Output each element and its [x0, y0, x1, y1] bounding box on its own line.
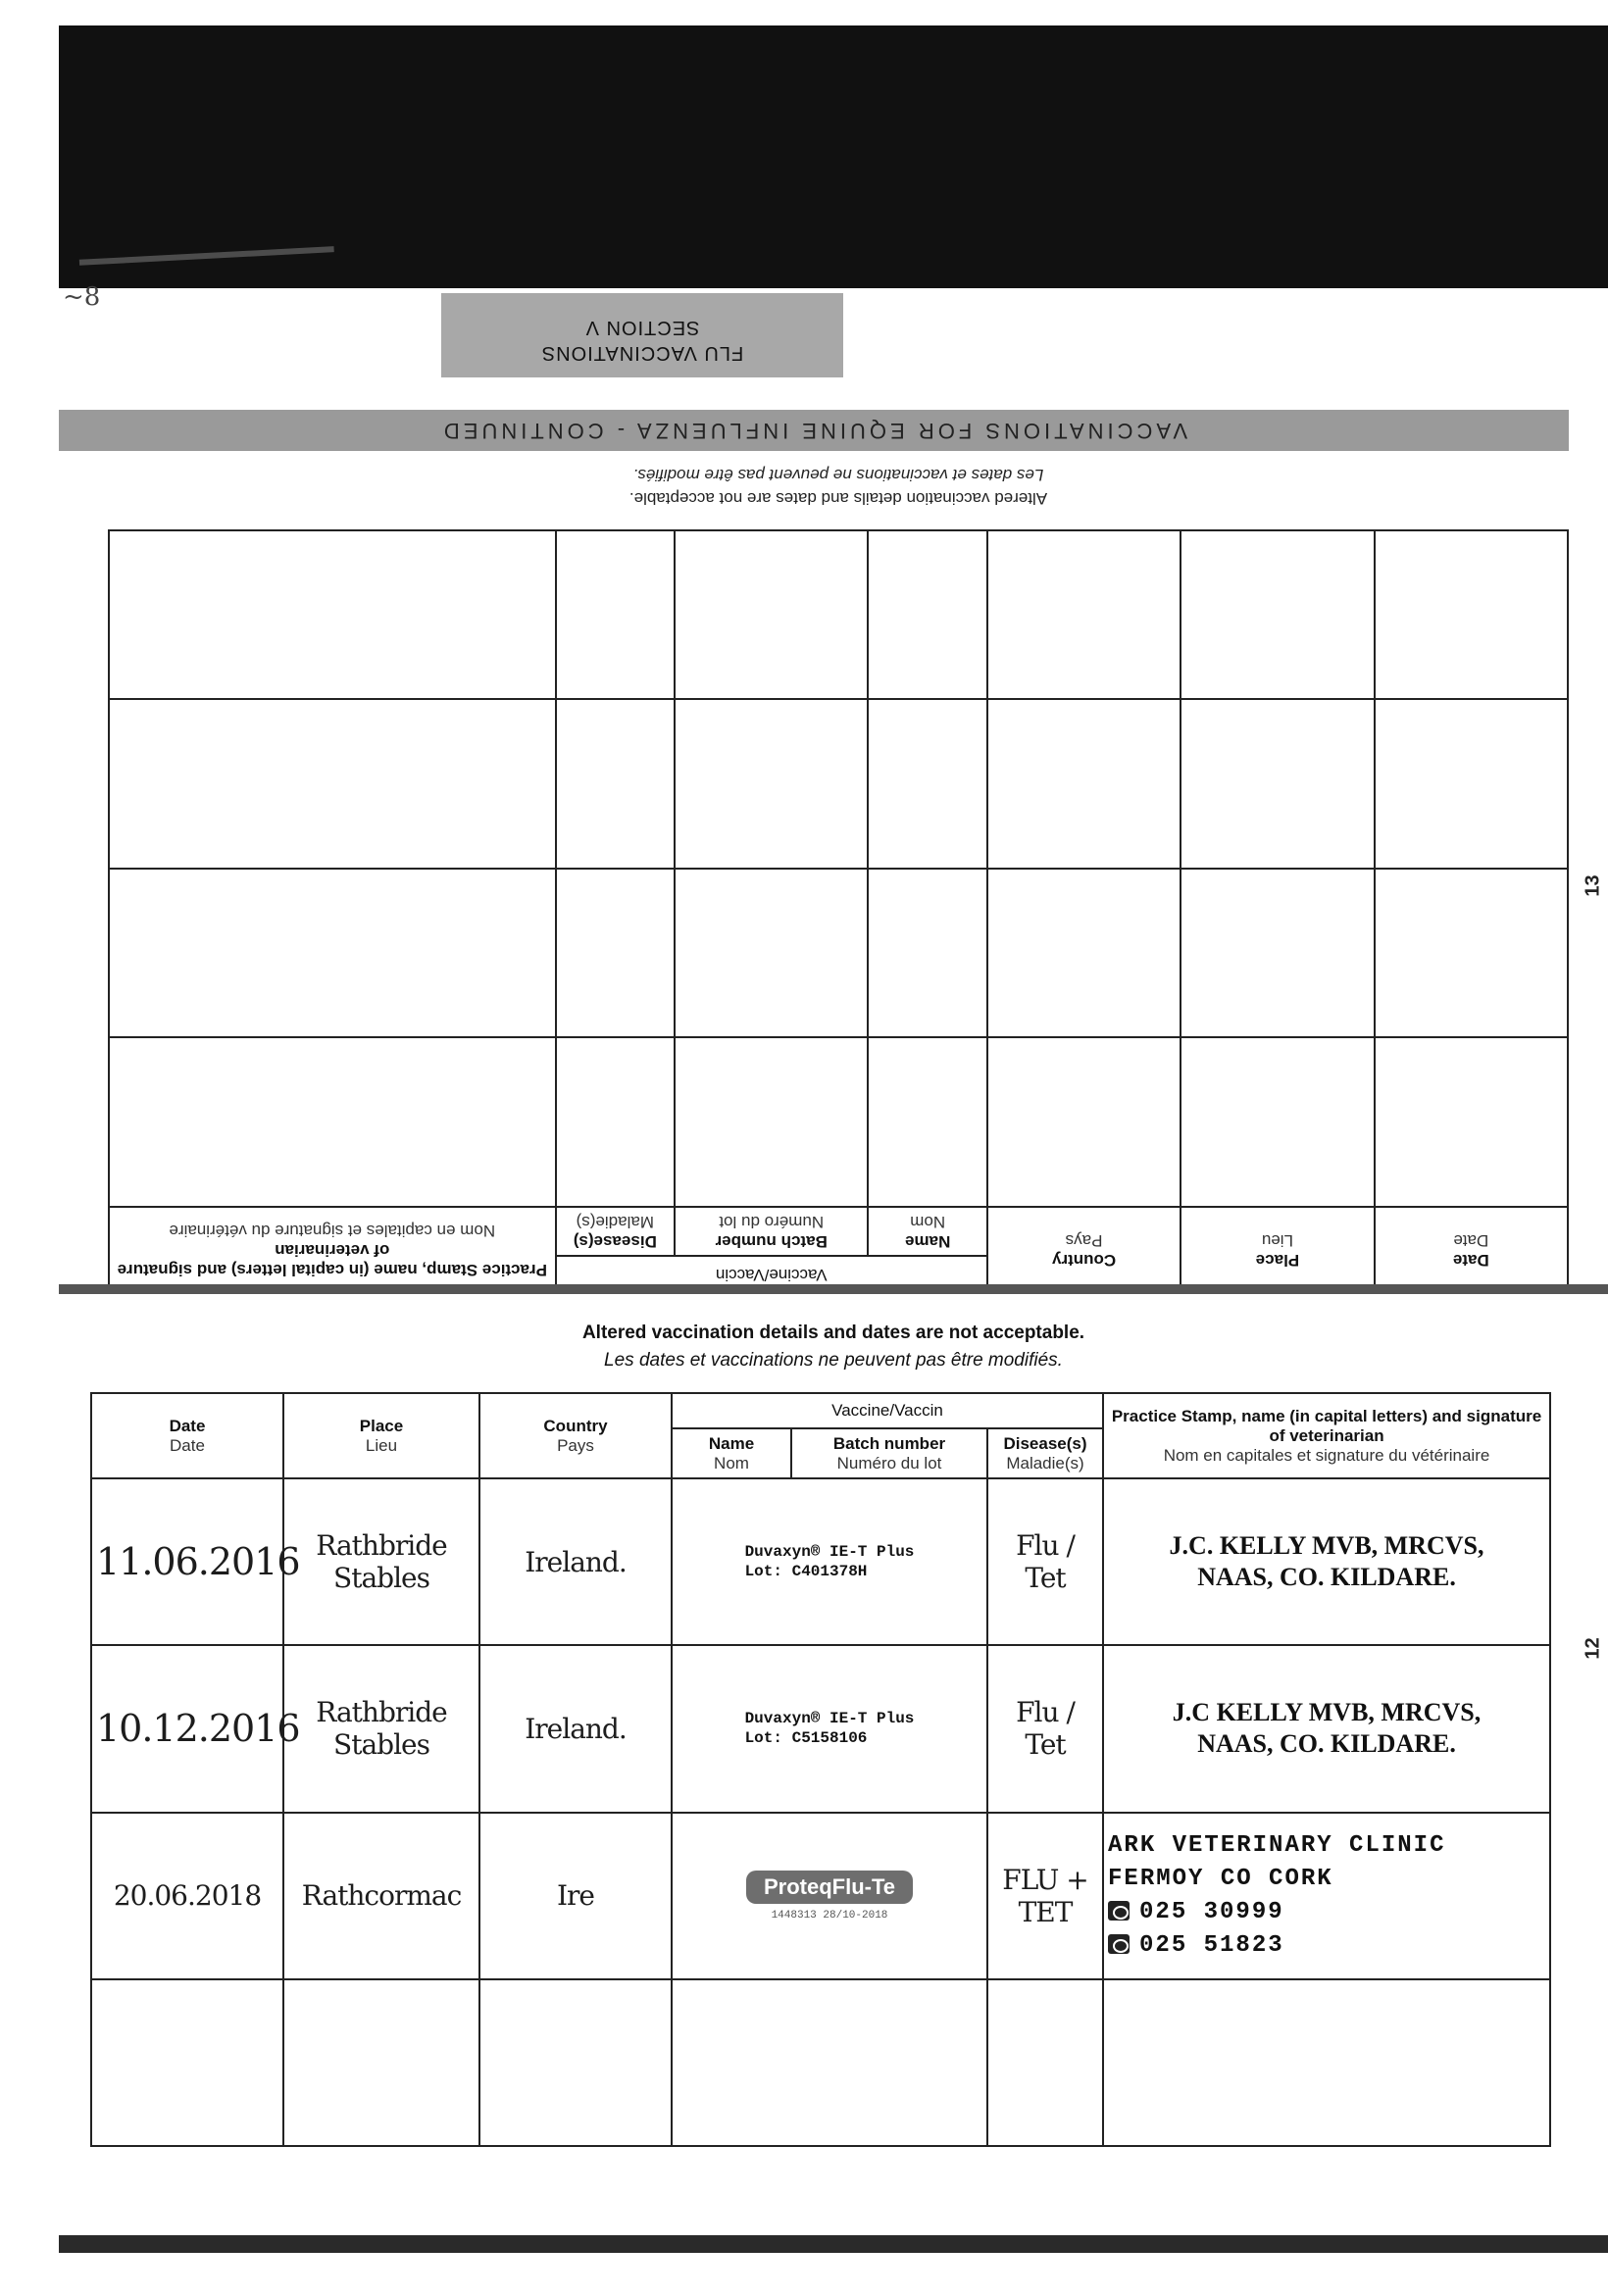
- row-country: Ireland.: [479, 1478, 672, 1645]
- page-divider: [59, 1284, 1608, 1294]
- stamp-line: NAAS, CO. KILDARE.: [1197, 1563, 1456, 1592]
- row-date: 20.06.2018: [91, 1813, 283, 1979]
- upper-header-date: Date Date: [1375, 1207, 1568, 1293]
- row-vet-stamp: [1103, 1645, 1550, 1812]
- row-disease: Flu / Tet: [987, 1645, 1103, 1812]
- lower-vaccination-table: [90, 1392, 1549, 2147]
- table-row-empty: [91, 1979, 1550, 2146]
- row-place: Rathbride Stables: [283, 1478, 479, 1645]
- upper-header-stamp: Practice Stamp, name (in capital letters) and signature of veterinarian Nom en capitales et signature du vétérinaire: [109, 1207, 556, 1293]
- row-place: Rathbride Stables: [283, 1645, 479, 1812]
- header-stamp: Practice Stamp, name (in capital letters) and signature of veterinarian Nom en capitales et signature du vétérinaire: [1103, 1393, 1550, 1478]
- clinic-fax: [1108, 1929, 1545, 1963]
- fax-icon: [1108, 1934, 1130, 1954]
- row-vaccine-sticker: [672, 1645, 987, 1812]
- row-vaccine-sticker: [672, 1813, 987, 1979]
- header-batch: Batch number Numéro du lot: [791, 1428, 987, 1478]
- clinic-address: FERMOY CO CORK: [1108, 1865, 1333, 1892]
- upper-header-vaccine: Vaccine/Vaccin: [556, 1256, 987, 1293]
- vaccine-lot: Lot: C401378H: [744, 1563, 868, 1581]
- vaccine-name: ProteqFlu-Te: [746, 1871, 913, 1904]
- clinic-name: ARK VETERINARY CLINIC: [1108, 1831, 1446, 1859]
- row-vaccine-sticker: [672, 1478, 987, 1645]
- upper-header-disease: Disease(s) Maladie(s): [556, 1207, 675, 1256]
- upper-header-batch: Batch number Numéro du lot: [675, 1207, 868, 1256]
- header-country: Country Pays: [479, 1393, 672, 1478]
- stamp-line: J.C. KELLY MVB, MRCVS,: [1169, 1531, 1484, 1561]
- upper-vaccination-table: [108, 529, 1569, 1294]
- upper-header-name: Name Nom: [868, 1207, 986, 1256]
- page-number-lower: 12: [1582, 1637, 1604, 1660]
- clinic-fax-number: 025 51823: [1139, 1931, 1284, 1959]
- upper-empty-row: [109, 530, 1568, 700]
- upper-banner: VACCINATIONS FOR EQUINE INFLUENZA - CONTINUED: [59, 410, 1569, 451]
- row-country: Ire: [479, 1813, 672, 1979]
- clinic-phone: [1108, 1896, 1545, 1929]
- header-vaccine: Vaccine/Vaccin: [672, 1393, 1103, 1428]
- header-place: Place Lieu: [283, 1393, 479, 1478]
- vaccine-name: Duvaxyn® IE-T Plus: [744, 1543, 915, 1562]
- vaccine-name: Duvaxyn® IE-T Plus: [744, 1710, 915, 1728]
- table-row: [91, 1478, 1550, 1645]
- row-vet-stamp: [1103, 1478, 1550, 1645]
- row-country: Ireland.: [479, 1645, 672, 1812]
- vaccine-lot: 1448313 28/10-2018: [771, 1909, 888, 1922]
- upper-empty-row: [109, 869, 1568, 1038]
- clinic-phone-number: 025 30999: [1139, 1898, 1284, 1925]
- scanner-black-band: [59, 25, 1608, 288]
- upside-down-page: [59, 304, 1569, 1294]
- vaccine-lot: Lot: C5158106: [744, 1729, 868, 1748]
- row-disease: FLU + TET: [987, 1813, 1103, 1979]
- row-clinic-stamp: [1103, 1813, 1550, 1979]
- upper-header-place: Place Lieu: [1181, 1207, 1374, 1293]
- table-row: [91, 1813, 1550, 1979]
- upper-header-country: Country Pays: [987, 1207, 1181, 1293]
- upper-empty-row: [109, 700, 1568, 870]
- row-disease: Flu / Tet: [987, 1478, 1103, 1645]
- row-date: 11.06.2016: [91, 1478, 283, 1645]
- scribble-mark: [77, 217, 334, 266]
- row-date: 10.12.2016: [91, 1645, 283, 1812]
- upper-empty-row: [109, 1038, 1568, 1208]
- row-place: Rathcormac: [283, 1813, 479, 1979]
- header-date: Date Date: [91, 1393, 283, 1478]
- lower-notice: Altered vaccination details and dates are not acceptable. Les dates et vaccinations ne peuvent pas être modifiés.: [581, 1323, 1085, 1371]
- upper-notice: Altered vaccination details and dates are not acceptable. Les dates et vaccinations ne peuvent pas être modifiés.: [628, 466, 1048, 508]
- scanner-bottom-bar: [59, 2235, 1608, 2253]
- table-row: [91, 1645, 1550, 1812]
- margin-mark: ~8: [63, 282, 101, 312]
- stamp-line: NAAS, CO. KILDARE.: [1197, 1729, 1456, 1759]
- upper-section-title: FLU VACCINATIONS SECTION V: [441, 293, 843, 377]
- header-name: Name Nom: [672, 1428, 791, 1478]
- stamp-line: J.C KELLY MVB, MRCVS,: [1172, 1698, 1482, 1727]
- page-number-upper: 13: [1582, 874, 1604, 897]
- phone-icon: [1108, 1901, 1130, 1921]
- header-disease: Disease(s) Maladie(s): [987, 1428, 1103, 1478]
